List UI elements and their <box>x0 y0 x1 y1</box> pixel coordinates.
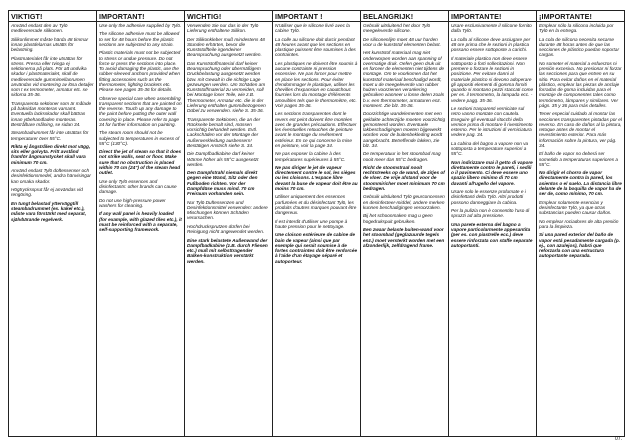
instruction-paragraph: Observe special care when assembling transparent sections that are painted on the reverse. Touch up any damage to the paint before putting the outer wall covering in place. Please refer to page 34 for further information on painting. <box>99 95 182 127</box>
instruction-paragraph: Hochdrucksprutzen dürfen bei Reinigung nicht angewendet werden. <box>187 223 265 235</box>
warning-paragraph: Une cloison extérieure de cabine de bain de vapeur (ainsi que par exemple qui serait soumise à de fortes contraintes doit être renforcée à l'aide d'un étayage séparé et autoporteur. <box>275 232 358 264</box>
instruction-paragraph: Il materiale plastico non deve essere sottoposto a forti sollecitazioni. Non premere o forzare le sezioni in posizione. Per evitare danni al materiale plastico si devono adoperare gli appositi elementi di gomma forniti quando si montano pezzi staccati come per es. il termometro, la lampada ecc. - vedere pagg. 35-36. <box>451 55 534 103</box>
warning-paragraph: Richt de stoomstraal nooit rechtstreeks op de wand, de zitjes of de vloer. De vrije afstand voor de stoommiricher moet minimum 70 cm bedragen. <box>363 164 445 191</box>
instruction-paragraph: Plastic materials must not be subjected to stress or undue pressure. Do not force or press the sections into place. To avoid damaging the plastic, use the rubber-sleeved anchors provided when fitting accessories such as the thermometer, lighting brackets etc. Please see pages 35-36 for details. <box>99 50 181 93</box>
column-body <box>449 22 536 251</box>
instruction-paragraph: Use only Tylö essences and disinfectants: other brands can cause damage. <box>99 178 177 195</box>
instruction-paragraph: The silicone adhesive must be allowed to set for 48 hours before the plastic sections are subjected to any strain. <box>99 31 180 47</box>
column-heading: BELANGRIJK! <box>361 11 448 22</box>
warning-paragraph: If any wall panel is heavily loaded (for example, with glazed tiles etc.), it must be reinforced with a separate, self-supporting framework. <box>99 211 182 232</box>
instruction-paragraph: Per la pulizia non è consentito l'uso di spruzzi ad alta pressione. <box>451 208 530 219</box>
instruction-paragraph: Verwenden Sie nur das in der Tylö Lieferung enthaltene Silikon. <box>187 23 259 34</box>
warning-paragraph: Non indirizzare mai il getto di vapore direttamente contro le pareti, i sedili o il pavimento. Ci deve essere uno spazio libero minimo di 70 cm davanti all'ugello del vapore. <box>451 159 533 186</box>
instruction-paragraph: Använd endast Tylö doftessenser och desinfektionsmedel, andra hänvisingar kan orsaka skador. <box>11 168 91 184</box>
column-heading: IMPORTANT! <box>97 11 184 22</box>
column-heading: ¡IMPORTANTE! <box>537 11 624 22</box>
column-heading: IMPORTANT ! <box>273 11 360 22</box>
instruction-paragraph: De temperatuur in het stoombad mag nooit meer dan 55°C bedragen. <box>363 151 441 162</box>
instruction-paragraph: Transparenta sektioner som är målade på baksidan monteras varsamt. Eventuella lacksskador skall bättras innan ytbehandladen monteras. Bestrålbare målning, se sidan 34. <box>11 100 92 127</box>
warning-paragraph: Direct the jet of steam so that it does not strike walls, seat or floor. Make sure that no obstruction is placed within 70 cm (24") of the steam head outlet. <box>99 149 182 176</box>
instruction-paragraph: Le sezioni trasparenti verniciate sul retro vanno montate con cautela. Eseguire gli eventuali ritocchi della vernice prima di montare il rivestimento esterno. Per le istruzioni di verniciatura vedere pag. 34. <box>451 106 533 138</box>
column-heading: VIKTIGT! <box>9 11 96 22</box>
instruction-paragraph: Gebruik uitsluitend het door Tylö meegeleverde silicone. <box>363 23 431 34</box>
language-column-en <box>97 11 185 436</box>
instruction-paragraph: Do not use high-pressure power washers for cleaning. <box>99 197 166 208</box>
warning-paragraph: Si una pared exterior del baño de vapor está pesadamente cargada (p. ej., con azulejos), habrá que reforzarla con una estructura autoportante separada. <box>539 232 621 259</box>
column-body <box>361 22 448 251</box>
instruction-paragraph: Nur Tylö Duftessenzen und Desinfektionsmittel verwenden: andere Mischungen können Schäden verursachen. <box>187 199 268 221</box>
instruction-paragraph: Ne pas exposer la cabine à des températures supérieures à 55°C. <box>275 151 346 162</box>
instruction-paragraph: Gebruik uitsluitend Tylö geurconcessen en desinfecteer-middel, andere merken kunnen beschadigingen veroorzaken. <box>363 194 445 210</box>
warning-paragraph: No dirigir el chorro de vapor directamente contra la pared, los asientos o el suelo. La distancia libre delante de la boquilla de vapor ha de ser de, como mínimo, 70 cm. <box>539 170 622 197</box>
instruction-paragraph: La colle au silicone doit durcir pendant 48 heures avant que les sections en plastique puissent être soumises à des contraintes. <box>275 36 356 58</box>
instruction-paragraph: Steambadrummet får inte utsättas för temperaturer över 55°C. <box>11 130 89 141</box>
warning-paragraph: Ne pas diriger le jet de vapeur directement contre le sol, les sièges ou les cloisons. L'espace libre devant la buse de vapeur doit être au moins 70 cm. <box>275 164 358 191</box>
instruction-paragraph: Plastmaterialet får inte utsättas för stress. Pressa eller tvinga ej sektionerna på plats. För att undvika skador i plastmaterialet, skall de medlevererade gummimellanrumen användas vid montering av lösa detaljer som t ex termometer, armatur etc. se sidorna 35-36. <box>11 55 94 98</box>
instruction-paragraph: Das Kunststoffmaterial darf keiner Beanspruchung oder übermäßigem Druckbelastung ausgesetzt werden bzw. mit Gewalt in die richtige Lage gezwungen werden. Um Schäden am Kunststoffmaterial zu vermeiden, soll bei Montage loser Teile, wie z.B. Thermometer, Armatur etc. die in der Lieferung enthalten gummibezogenen Dübel zu verwenden. siehe S. 35-36. <box>187 60 266 114</box>
column-body <box>97 22 184 235</box>
instruction-paragraph: La cabina del bagno a vapore non va sottoposta a temperature superiori a 55°C. <box>451 140 529 157</box>
instruction-paragraph: Emplear solamente esencias y desinfectante Tylö, ya que otras substancias pueden causar daños. <box>539 199 612 216</box>
column-body <box>537 22 624 262</box>
instruction-paragraph: Der Silikonkleber muß mindestens 48 Stunden erhärten, bevor die Kunststoffteile irgendeiner Beanspruchung ausgesetzt werden. <box>187 36 265 58</box>
column-heading: WICHTIG! <box>185 11 272 22</box>
instruction-paragraph: Emplear sólo la silicona incluida por Tylö en la entrega. <box>539 23 614 34</box>
instruction-paragraph: The steam room should not be subjected to temperatures in excess of 55°C (130°C). <box>99 130 180 146</box>
instruction-paragraph: Transparente Sektionen, die an der Rückseite bemalt sind, müssen vorsichtig behandelt werden. Evtl. Lackschäden vor der Montage der Außenverkleidung ausbessern! Bestätigen Anstrich siehe S. 34. <box>187 116 261 148</box>
language-column-nl <box>361 11 449 436</box>
instruction-paragraph: Doorzichtige wandelementen met een geklakte achterzijde moeten voorzichtig gemonteerd worden. Eventuele lakbeschadigingen moeten bijgewerkt worden voor de buitenbekleding wordt aangebracht. Betreffende lakken, zie blz. 34. <box>363 111 446 148</box>
warning-paragraph: Een zwaar belaste buiten-wand voor het stoombad (geglazuurde tegels enz.) moet versterkt worden met een afzonderlijk, zelfdragend frame. <box>363 227 445 248</box>
instruction-paragraph: La colla al silicone deve asciugare per 48 ore prima che le sezioni in plastica possano essere sottoposte a carichi. <box>451 36 531 53</box>
language-column-fr <box>273 11 361 436</box>
instruction-paragraph: Il est interdit d'utiliser une pompe à haute pression pour le nettoyage. <box>275 218 348 229</box>
column-heading: IMPORTANTE! <box>449 11 536 22</box>
column-body <box>9 22 96 225</box>
language-column-es <box>537 11 624 436</box>
instruction-paragraph: No someter el material a esfuerzos ni presión excesiva. No presionar ni forzar las secciones para que entren en su sitio. Para evitar daños en el material plástico, emplear las piezas de anclaje forradas de goma incluidas para el montaje de componentes tales como termómetro, lámpares y similares. Ver págs. 35 y 36 para más detalles. <box>539 60 622 108</box>
warning-paragraph: Una parete esterna del bagno a vapore particolarmente appesantita (per es. con piastrelle ecc.) deve essere rinforzata con staffe separate autoportanti. <box>451 221 533 248</box>
instruction-paragraph: Använd endast den av Tylö medlevererade silikonen. <box>11 23 68 34</box>
warning-paragraph: Den Dampfstrahl niemals direkt gegen eine Wand, Sitz oder den Fußboden richten. Vor der Dampfdüse muss mind. 70 cm Freiraum vorhanden sein. <box>187 170 258 197</box>
instruction-paragraph: Tener especial cuidado al montar las secciones transparentes pintadas por el reverso. En caso de daños al la pintura, retoque antes de montar el revestimiento exterior. Para más información sobre la pintura, ver pág. 34. <box>539 111 622 148</box>
warning-paragraph: En tungt belastad ytterväggtill steambadrummet (ex. kakel etc.), måste vara förstärkt med separat, självbärande regelverk. <box>11 200 87 222</box>
instruction-paragraph: Bij het schoonmaken mag u geen hogedrukspuit gebruiken. <box>363 213 433 224</box>
instruction-paragraph: Högtryckssprut får ej användas vid rengöring. <box>11 187 83 198</box>
instruction-paragraph: Usare solo le essenze profumate e i disinfettanti della Tylö. Altri prodotti possono danneggiare la cabina. <box>451 189 526 205</box>
instruction-paragraph: Silikonlimmet måste härda 48 timmar innan plastdelarnas utsätts för belastning. <box>11 36 89 53</box>
instruction-paragraph: N'utiliser que le silicone livré avec la cabine Tylö. <box>275 23 350 34</box>
instruction-paragraph: Usare esclusivamente il silicone fornito dalla Tylö. <box>451 23 532 34</box>
instruction-paragraph: Les plastiques ne doivent être soumis à aucune contrainte ni pression excessive. Ne pas forcer pour mettre en place les sections. Pour éviter d'endommager le plastique, utiliser les chevilles d'expansion en caoutchouc fournies lors du montage d'éléments amovibles tels que le thermomètre, etc. Voir pages 35-36. <box>275 60 358 108</box>
instruction-paragraph: Die Dampfbadkabine darf keiner Wärme höher als 55°C ausgesetzt werden. <box>187 151 259 167</box>
column-body <box>185 22 272 267</box>
instruction-paragraph: Utiliser uniquement des essences parfumées et du désinfectant Tylö, les produits d'autres marques pouvant être dangereux. <box>275 194 357 216</box>
column-body <box>273 22 360 267</box>
page-number: 07. <box>615 436 622 442</box>
instruction-paragraph: El baño de vapor no deberá ser sometido a temperaturas superiores a 55°C. <box>539 151 618 167</box>
instruction-paragraph: No emplear rociadores de alta presión para la limpieza. <box>539 218 619 229</box>
language-column-it <box>449 11 537 436</box>
warning-paragraph: Rikta ej ångstrålen direkt mot vägg, sits eller golvyta. Fritt avstånd framför ångmunstycket skall vara minimum 70 cm. <box>11 143 91 165</box>
instruction-paragraph: Les sections transparentes dont le revers est peint doivent être montées avec de grandes précautions. Effectuer les éventuelles retouches de peinture avant le montage du revêtement extérieur. En ce qui concerne la mise en peinture, voir la page 34. <box>275 111 357 148</box>
warning-paragraph: Eine stark belastete Außenwand der Dampfbadkabine (z.B. durch Fliesen etc.) muß mit selbsttragender Balken-konstruktion verstärkt werden. <box>187 237 268 264</box>
warning-table <box>8 10 625 437</box>
language-column-sv <box>9 11 97 436</box>
instruction-paragraph: De siliconenlijm moet 48 uur harden voor u de kunststof elementen belast. <box>363 36 441 47</box>
instruction-paragraph: Het kunststof materiaal mag niet onderworpen worden aan spanning of overmatige druk. Oefen geen druk uit en forceer de elementen niet tijdens de montage. Om te voorkomen dat het kunststof materiaal beschadigd wordt, moet u de meegeleverde van rubber huizen voorzienen verankering gebruiken wanneer u losse delen zoals b.v. een thermometer, armaturen enz. monteert. Zie blz. 35-36. <box>363 50 445 108</box>
language-column-de <box>185 11 273 436</box>
instruction-paragraph: La cola de silicona necesita secarse durante 48 horas antes de que las secciones de plástico puedan soportar cargas. <box>539 36 619 58</box>
instruction-paragraph: Use only the adhesive supplied by Tylö. <box>99 23 182 28</box>
